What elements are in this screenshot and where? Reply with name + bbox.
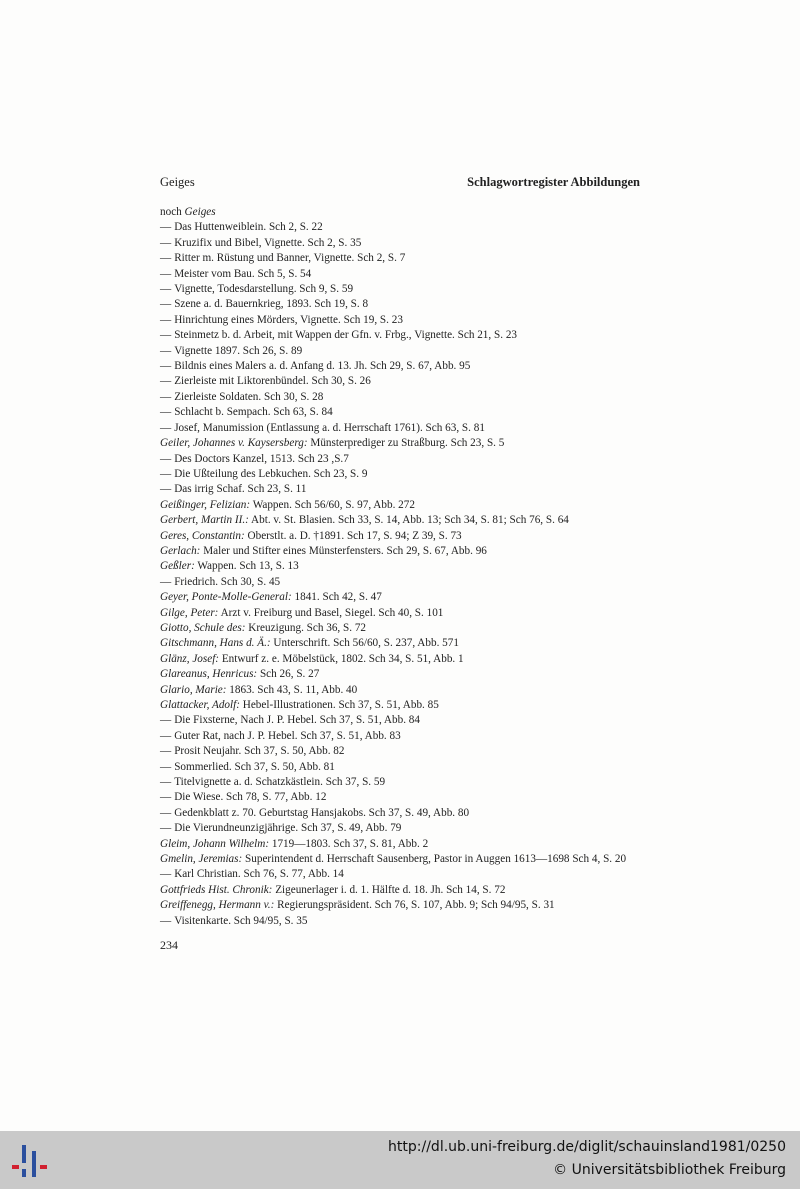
- entry-dash: —: [160, 791, 172, 804]
- index-entry: [160, 729, 642, 744]
- entry-heading: Geiler, Johannes v. Kaysersberg:: [160, 437, 308, 450]
- entry-text: Unterschrift. Sch 56/60, S. 237, Abb. 571: [270, 637, 459, 650]
- entry-text: Münsterprediger zu Straßburg. Sch 23, S. 5: [307, 437, 505, 450]
- index-entry: [160, 698, 642, 713]
- entry-heading: Gitschmann, Hans d. Ä.:: [160, 637, 271, 650]
- entry-heading: Geißinger, Felizian:: [160, 498, 251, 511]
- entry-text: Szene a. d. Bauernkrieg, 1893. Sch 19, S. 8: [174, 298, 369, 311]
- entry-text: Karl Christian. Sch 76, S. 77, Abb. 14: [174, 868, 344, 881]
- entry-dash: —: [160, 221, 172, 234]
- entry-heading: Gerbert, Martin II.:: [160, 514, 249, 527]
- index-entry: [160, 436, 642, 451]
- entry-dash: —: [160, 267, 172, 280]
- entry-text: Ritter m. Rüstung und Banner, Vignette. Sch 2, S. 7: [174, 252, 406, 265]
- entry-dash: —: [160, 729, 172, 742]
- index-entry: [160, 667, 642, 682]
- running-head: [160, 175, 640, 190]
- page-number: 234: [160, 938, 178, 952]
- index-entry: [160, 313, 642, 328]
- entry-heading: Geres, Constantin:: [160, 529, 245, 542]
- entry-heading: Gleim, Johann Wilhelm:: [160, 837, 270, 850]
- index-entry: [160, 205, 642, 220]
- entry-text: Meister vom Bau. Sch 5, S. 54: [174, 267, 312, 280]
- entry-text: Regierungspräsident. Sch 76, S. 107, Abb. 9; Sch 94/95, S. 31: [274, 899, 555, 912]
- index-entry: [160, 806, 642, 821]
- entry-text: Titelvignette a. d. Schatzkästlein. Sch 37, S. 59: [174, 776, 386, 789]
- entry-text: Sommerlied. Sch 37, S. 50, Abb. 81: [174, 760, 335, 773]
- entry-text: Vignette, Todesdarstellung. Sch 9, S. 59: [174, 283, 354, 296]
- entry-text: Entwurf z. e. Möbelstück, 1802. Sch 34, S. 51, Abb. 1: [219, 652, 464, 665]
- index-entry: [160, 790, 642, 805]
- entry-dash: —: [160, 575, 172, 588]
- index-entry: [160, 590, 642, 605]
- index-entry: [160, 914, 642, 929]
- entry-text: Friedrich. Sch 30, S. 45: [174, 575, 281, 588]
- entry-text: Josef, Manumission (Entlassung a. d. Herrschaft 1761). Sch 63, S. 81: [174, 421, 485, 434]
- index-entry: [160, 405, 642, 420]
- index-entry: [160, 636, 642, 651]
- index-entry: [160, 621, 642, 636]
- entry-text: Die Wiese. Sch 78, S. 77, Abb. 12: [174, 791, 327, 804]
- entry-text: Oberstlt. a. D. †1891. Sch 17, S. 94; Z 39, S. 73: [244, 529, 462, 542]
- entry-text: Vignette 1897. Sch 26, S. 89: [174, 344, 303, 357]
- entry-text: Wappen. Sch 56/60, S. 97, Abb. 272: [250, 498, 415, 511]
- index-entry: [160, 374, 642, 389]
- entry-dash: —: [160, 776, 172, 789]
- entry-dash: —: [160, 868, 172, 881]
- index-entry: [160, 837, 642, 852]
- entry-heading: Greiffenegg, Hermann v.:: [160, 899, 275, 912]
- index-entry: [160, 359, 642, 374]
- entry-dash: —: [160, 298, 172, 311]
- entry-dash: —: [160, 745, 172, 758]
- entry-dash: —: [160, 360, 172, 373]
- entry-dash: —: [160, 390, 172, 403]
- entry-text: Prosit Neujahr. Sch 37, S. 50, Abb. 82: [174, 745, 345, 758]
- entry-dash: —: [160, 375, 172, 388]
- index-entry: [160, 760, 642, 775]
- entry-text: Maler und Stifter eines Münsterfensters. Sch 29, S. 67, Abb. 96: [200, 544, 487, 557]
- entry-text: Die Ußteilung des Lebkuchen. Sch 23, S. 9: [174, 467, 368, 480]
- entry-text: Hinrichtung eines Mörders, Vignette. Sch 19, S. 23: [174, 313, 403, 326]
- entry-text: 1841. Sch 42, S. 47: [291, 591, 382, 604]
- entry-dash: —: [160, 344, 172, 357]
- entry-text: 1719—1803. Sch 37, S. 81, Abb. 2: [269, 837, 429, 850]
- entry-heading: Gerlach:: [160, 544, 201, 557]
- entry-dash: —: [160, 822, 172, 835]
- entry-text: Visitenkarte. Sch 94/95, S. 35: [174, 914, 308, 927]
- entry-heading: Geßler:: [160, 560, 195, 573]
- entry-text: Des Doctors Kanzel, 1513. Sch 23 ,S.7: [174, 452, 349, 465]
- index-entry: [160, 559, 642, 574]
- entry-dash: —: [160, 313, 172, 326]
- index-entry: [160, 821, 642, 836]
- entry-heading: Geyer, Ponte-Molle-General:: [160, 591, 292, 604]
- entry-text: Gedenkblatt z. 70. Geburtstag Hansjakobs. Sch 37, S. 49, Abb. 80: [174, 806, 470, 819]
- entry-dash: —: [160, 483, 172, 496]
- entry-heading: Glareanus, Henricus:: [160, 668, 258, 681]
- index-entry: [160, 498, 642, 513]
- index-entry: [160, 267, 642, 282]
- index-entry: [160, 683, 642, 698]
- index-entry: [160, 344, 642, 359]
- entry-heading: Gmelin, Jeremias:: [160, 853, 243, 866]
- index-entry: [160, 482, 642, 497]
- index-entry: [160, 220, 642, 235]
- entry-dash: —: [160, 806, 172, 819]
- index-entry: [160, 544, 642, 559]
- entry-lead: noch: [160, 206, 185, 218]
- entry-dash: —: [160, 406, 172, 419]
- viewer-footer: [0, 1131, 800, 1189]
- index-entry: [160, 713, 642, 728]
- index-entry: [160, 467, 642, 482]
- entry-dash: —: [160, 252, 172, 265]
- index-entry: [160, 883, 642, 898]
- index-entry: [160, 652, 642, 667]
- index-entry: [160, 898, 642, 913]
- entry-dash: —: [160, 329, 172, 342]
- entry-text: Superintendent d. Herrschaft Sausenberg, Pastor in Auggen 1613—1698 Sch 4, S. 20: [242, 853, 627, 866]
- ub-freiburg-logo-icon: [10, 1139, 54, 1183]
- entry-dash: —: [160, 467, 172, 480]
- entry-dash: —: [160, 236, 172, 249]
- entry-text: Kruzifix und Bibel, Vignette. Sch 2, S. 35: [174, 236, 362, 249]
- entry-text: Das Huttenweiblein. Sch 2, S. 22: [174, 221, 323, 234]
- index-entry: [160, 421, 642, 436]
- entry-heading: Glario, Marie:: [160, 683, 227, 696]
- entry-text: Sch 26, S. 27: [257, 668, 320, 681]
- index-entries: [160, 205, 642, 929]
- entry-dash: —: [160, 421, 172, 434]
- entry-text: Kreuzigung. Sch 36, S. 72: [245, 621, 367, 634]
- index-entry: [160, 251, 642, 266]
- entry-text: Bildnis eines Malers a. d. Anfang d. 13. Jh. Sch 29, S. 67, Abb. 95: [174, 360, 471, 373]
- entry-heading: Gilge, Peter:: [160, 606, 219, 619]
- index-entry: [160, 529, 642, 544]
- running-head-left: Geiges: [160, 175, 195, 189]
- entry-lead-heading: Geiges: [184, 206, 216, 218]
- index-entry: [160, 282, 642, 297]
- index-entry: [160, 236, 642, 251]
- entry-text: Das irrig Schaf. Sch 23, S. 11: [174, 483, 307, 496]
- entry-text: Schlacht b. Sempach. Sch 63, S. 84: [174, 406, 333, 419]
- entry-text: Hebel-Illustrationen. Sch 37, S. 51, Abb. 85: [239, 699, 439, 711]
- entry-dash: —: [160, 452, 172, 465]
- entry-text: Wappen. Sch 13, S. 13: [194, 560, 299, 573]
- index-entry: [160, 606, 642, 621]
- entry-text: Zigeunerlager i. d. 1. Hälfte d. 18. Jh. Sch 14, S. 72: [272, 883, 506, 896]
- index-entry: [160, 513, 642, 528]
- entry-heading: Giotto, Schule des:: [160, 621, 246, 634]
- entry-heading: Glattacker, Adolf:: [160, 699, 240, 711]
- entry-dash: —: [160, 914, 172, 927]
- copyright-notice: © Universitätsbibliothek Freiburg: [553, 1162, 786, 1178]
- index-entry: [160, 390, 642, 405]
- entry-text: Arzt v. Freiburg und Basel, Siegel. Sch 40, S. 101: [218, 606, 444, 619]
- entry-text: Die Fixsterne, Nach J. P. Hebel. Sch 37, S. 51, Abb. 84: [174, 714, 420, 727]
- entry-text: Zierleiste mit Liktorenbündel. Sch 30, S. 26: [174, 375, 371, 388]
- entry-text: Die Vierundneunzigjährige. Sch 37, S. 49, Abb. 79: [174, 822, 402, 835]
- index-entry: [160, 297, 642, 312]
- entry-dash: —: [160, 760, 172, 773]
- index-entry: [160, 452, 642, 467]
- entry-text: Abt. v. St. Blasien. Sch 33, S. 14, Abb. 13; Sch 34, S. 81; Sch 76, S. 64: [248, 514, 569, 527]
- entry-text: Steinmetz b. d. Arbeit, mit Wappen der Gfn. v. Frbg., Vignette. Sch 21, S. 23: [174, 329, 518, 342]
- index-entry: [160, 852, 642, 867]
- index-entry: [160, 775, 642, 790]
- entry-text: 1863. Sch 43, S. 11, Abb. 40: [226, 683, 358, 696]
- permalink-url[interactable]: http://dl.ub.uni-freiburg.de/diglit/schauinsland1981/0250: [388, 1139, 786, 1155]
- index-entry: [160, 575, 642, 590]
- index-entry: [160, 328, 642, 343]
- entry-text: Zierleiste Soldaten. Sch 30, S. 28: [174, 390, 324, 403]
- entry-heading: Glänz, Josef:: [160, 652, 220, 665]
- entry-text: Guter Rat, nach J. P. Hebel. Sch 37, S. 51, Abb. 83: [174, 729, 401, 742]
- entry-heading: Gottfrieds Hist. Chronik:: [160, 883, 273, 896]
- index-entry: [160, 744, 642, 759]
- index-entry: [160, 867, 642, 882]
- entry-dash: —: [160, 714, 172, 727]
- entry-dash: —: [160, 283, 172, 296]
- running-head-right: Schlagwortregister Abbildungen: [467, 175, 640, 189]
